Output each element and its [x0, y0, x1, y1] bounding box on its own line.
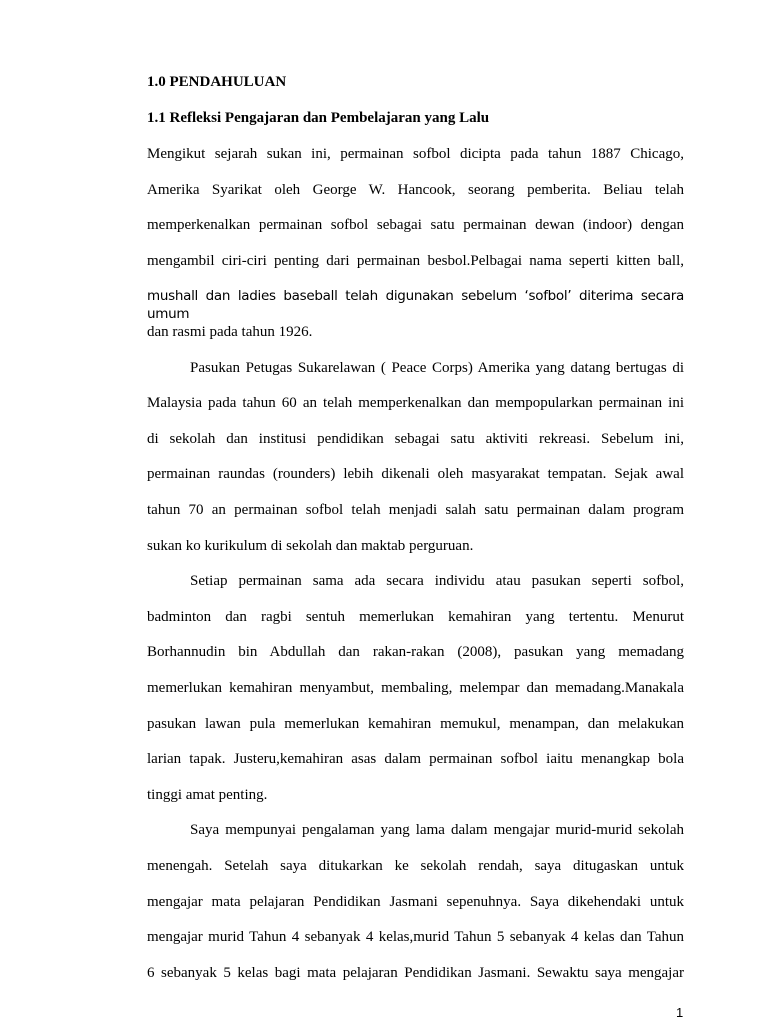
body-line: permainan raundas (rounders) lebih dikenali oleh masyarakat tempatan. Sejak awal — [147, 466, 684, 482]
body-line: Amerika Syarikat oleh George W. Hancook, seorang pemberita. Beliau telah — [147, 182, 684, 198]
body-line: menengah. Setelah saya ditukarkan ke sekolah rendah, saya ditugaskan untuk — [147, 858, 684, 874]
body-line: memerlukan kemahiran menyambut, membaling, melempar dan memadang.Manakala — [147, 680, 684, 696]
body-line: mengajar mata pelajaran Pendidikan Jasmani sepenuhnya. Saya dikehendaki untuk — [147, 894, 684, 910]
body-line: larian tapak. Justeru,kemahiran asas dalam permainan sofbol iaitu menangkap bola — [147, 751, 684, 767]
body-line: 6 sebanyak 5 kelas bagi mata pelajaran Pendidikan Jasmani. Sewaktu saya mengajar — [147, 965, 684, 981]
subsection-heading: 1.1 Refleksi Pengajaran dan Pembelajaran yang Lalu — [147, 110, 490, 126]
paragraph-first-line: Setiap permainan sama ada secara individu atau pasukan seperti sofbol, — [190, 573, 684, 589]
body-line: Mengikut sejarah sukan ini, permainan sofbol dicipta pada tahun 1887 Chicago, — [147, 146, 684, 162]
paragraph-first-line: Pasukan Petugas Sukarelawan ( Peace Corps) Amerika yang datang bertugas di — [190, 360, 684, 376]
body-line: di sekolah dan institusi pendidikan sebagai satu aktiviti rekreasi. Sebelum ini, — [147, 431, 684, 447]
section-heading: 1.0 PENDAHULUAN — [147, 74, 287, 90]
body-line: pasukan lawan pula memerlukan kemahiran memukul, menampan, dan melakukan — [147, 716, 684, 732]
body-line: tahun 70 an permainan sofbol telah menjadi salah satu permainan dalam program — [147, 502, 684, 518]
body-line: badminton dan ragbi sentuh memerlukan kemahiran yang tertentu. Menurut — [147, 609, 684, 625]
body-line: tinggi amat penting. — [147, 787, 268, 803]
body-line: memperkenalkan permainan sofbol sebagai satu permainan dewan (indoor) dengan — [147, 217, 684, 233]
page-number: 1 — [676, 1005, 684, 1020]
body-line: mushall dan ladies baseball telah digunakan sebelum ‘sofbol’ diterima secara umum — [147, 288, 684, 322]
body-line: mengambil ciri-ciri penting dari permainan besbol.Pelbagai nama seperti kitten ball, — [147, 253, 684, 269]
body-line: mengajar murid Tahun 4 sebanyak 4 kelas,murid Tahun 5 sebanyak 4 kelas dan Tahun — [147, 929, 684, 945]
body-line: sukan ko kurikulum di sekolah dan maktab perguruan. — [147, 538, 474, 554]
body-line: Borhannudin bin Abdullah dan rakan-rakan (2008), pasukan yang memadang — [147, 644, 684, 660]
paragraph-first-line: Saya mempunyai pengalaman yang lama dalam mengajar murid-murid sekolah — [190, 822, 684, 838]
body-line: dan rasmi pada tahun 1926. — [147, 324, 313, 340]
body-line: Malaysia pada tahun 60 an telah memperkenalkan dan mempopularkan permainan ini — [147, 395, 684, 411]
